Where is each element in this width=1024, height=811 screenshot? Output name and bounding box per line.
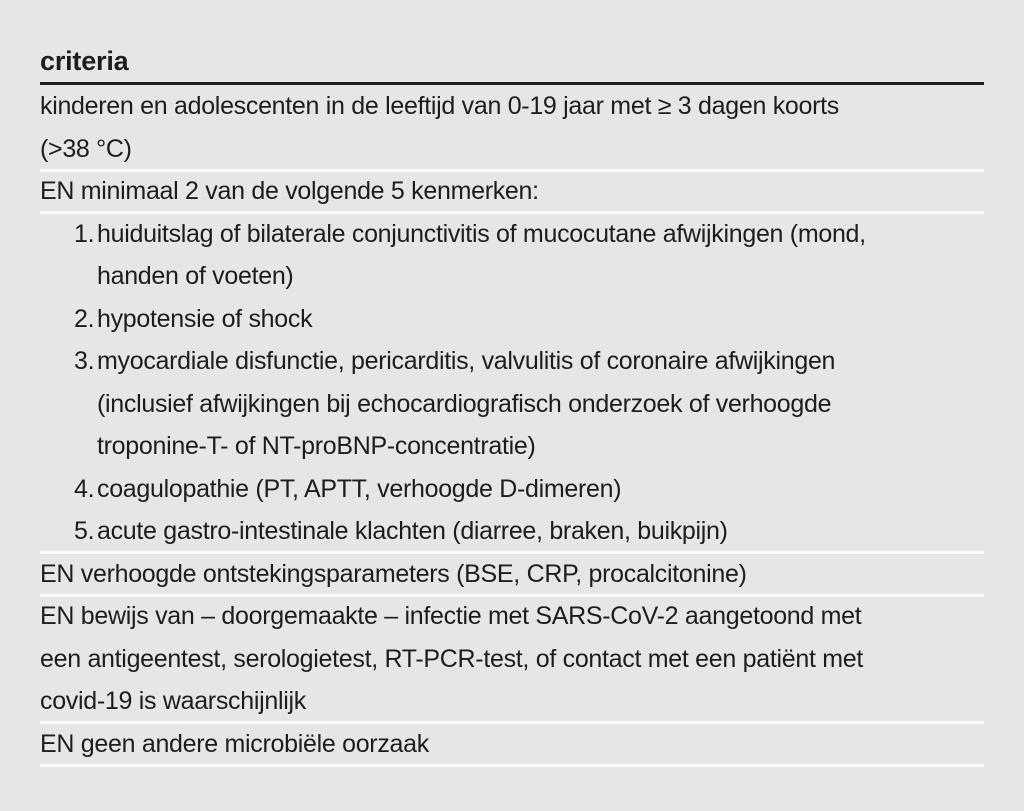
- text-line: acute gastro-intestinale klachten (diarree, braken, buikpijn): [97, 517, 728, 545]
- criteria-table: [40, 0, 984, 767]
- row-no-other-microbial-cause: [40, 723, 984, 766]
- table-title: criteria: [40, 46, 129, 76]
- list-item-text: [97, 298, 984, 341]
- list-item-text: [97, 340, 984, 468]
- table-header-row: [40, 40, 984, 82]
- list-item-number: 5.: [74, 517, 95, 545]
- text-line: EN minimaal 2 van de volgende 5 kenmerken:: [40, 177, 539, 205]
- text-line: coagulopathie (PT, APTT, verhoogde D-dimeren): [97, 474, 622, 503]
- text-line: troponine-T- of NT-proBNP-concentratie): [97, 432, 536, 460]
- list-item-number: 4.: [74, 474, 95, 503]
- list-item-2: [40, 298, 984, 341]
- list-item-number: 1.: [74, 219, 95, 248]
- row-sarscov2-evidence: [40, 595, 984, 723]
- text-line: handen of voeten): [97, 262, 294, 290]
- list-item-5: [40, 510, 984, 553]
- text-line: covid-19 is waarschijnlijk: [40, 687, 306, 715]
- text-line: huiduitslag of bilaterale conjunctivitis of mucocutane afwijkingen (mond,: [97, 219, 866, 248]
- row-separator: [40, 721, 984, 724]
- list-item-1: [40, 213, 984, 298]
- list-item-3: [40, 340, 984, 468]
- text-line: EN geen andere microbiële oorzaak: [40, 729, 429, 758]
- row-inflammation-markers: [40, 553, 984, 596]
- row-min-2-of-5: [40, 170, 984, 213]
- row-fever: [40, 85, 984, 170]
- row-separator: [40, 764, 984, 767]
- row-separator: [40, 594, 984, 597]
- list-item-4: [40, 468, 984, 511]
- text-line: myocardiale disfunctie, pericarditis, valvulitis of coronaire afwijkingen: [97, 347, 836, 375]
- text-line: een antigeentest, serologietest, RT-PCR-test, of contact met een patiënt met: [40, 644, 864, 673]
- row-separator: [40, 551, 984, 554]
- list-item-number: 3.: [74, 347, 95, 375]
- row-separator: [40, 169, 984, 172]
- list-item-text: [97, 213, 984, 298]
- list-item-number: 2.: [74, 304, 95, 333]
- text-line: EN verhoogde ontstekingsparameters (BSE, CRP, procalcitonine): [40, 559, 747, 588]
- criteria-list: [40, 213, 984, 553]
- row-separator: [40, 211, 984, 214]
- list-item-text: [97, 468, 984, 511]
- text-line: (>38 °C): [40, 134, 132, 163]
- text-line: kinderen en adolescenten in de leeftijd van 0-19 jaar met ≥ 3 dagen koorts: [40, 92, 839, 120]
- list-item-text: [97, 510, 984, 553]
- text-line: hypotensie of shock: [97, 304, 313, 333]
- text-line: (inclusief afwijkingen bij echocardiografisch onderzoek of verhoogde: [97, 389, 832, 418]
- text-line: EN bewijs van – doorgemaakte – infectie met SARS-CoV-2 aangetoond met: [40, 602, 862, 630]
